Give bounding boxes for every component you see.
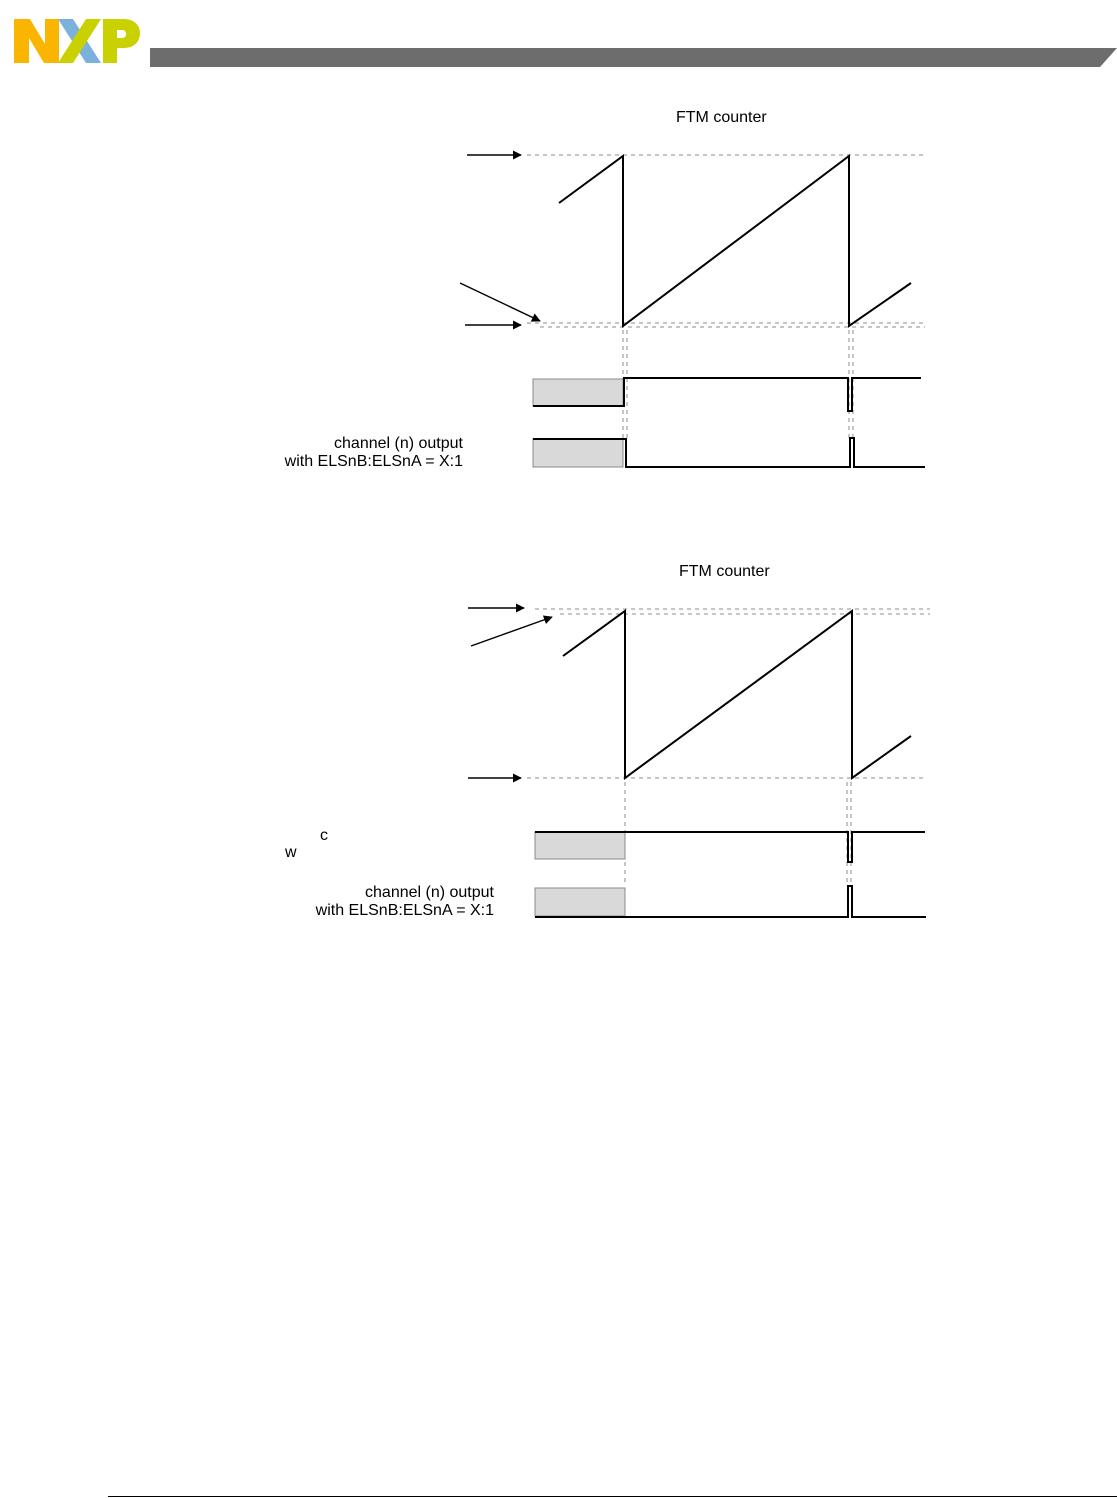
fig2-counter-waveform	[563, 611, 911, 778]
fig1-output2-unknown-region	[533, 439, 623, 467]
fig2-output2-label-line-1: channel (n) output	[365, 884, 494, 901]
fig1-counter-waveform	[559, 156, 911, 326]
fig1-output2-label	[284, 435, 464, 470]
fig2-diagonal-pointer-arrow	[471, 617, 552, 646]
fig1-diagonal-pointer-arrow	[460, 283, 540, 321]
fig2-output1-label-line-2: w	[285, 844, 297, 861]
footer-rule	[108, 1496, 1117, 1497]
fig1-output2-label-line-1: channel (n) output	[334, 435, 463, 452]
fig2-output1-label-line-1: c	[320, 827, 328, 844]
fig1-counter-label: FTM counter	[676, 109, 767, 126]
fig2-output2-unknown-region	[535, 888, 625, 916]
fig2-output2-label-line-2: with ELSnB:ELSnA = X:1	[315, 902, 494, 919]
fig2-output2-label	[315, 884, 495, 919]
fig2-counter-label: FTM counter	[679, 563, 770, 580]
fig2-output1-label	[284, 827, 328, 861]
fig2-output1-unknown-region	[535, 832, 625, 859]
fig1-output2-label-line-2: with ELSnB:ELSnA = X:1	[284, 453, 463, 470]
figure-1	[0, 0, 925, 470]
fig1-output1-unknown-region	[533, 379, 623, 406]
figure-2	[284, 563, 930, 919]
